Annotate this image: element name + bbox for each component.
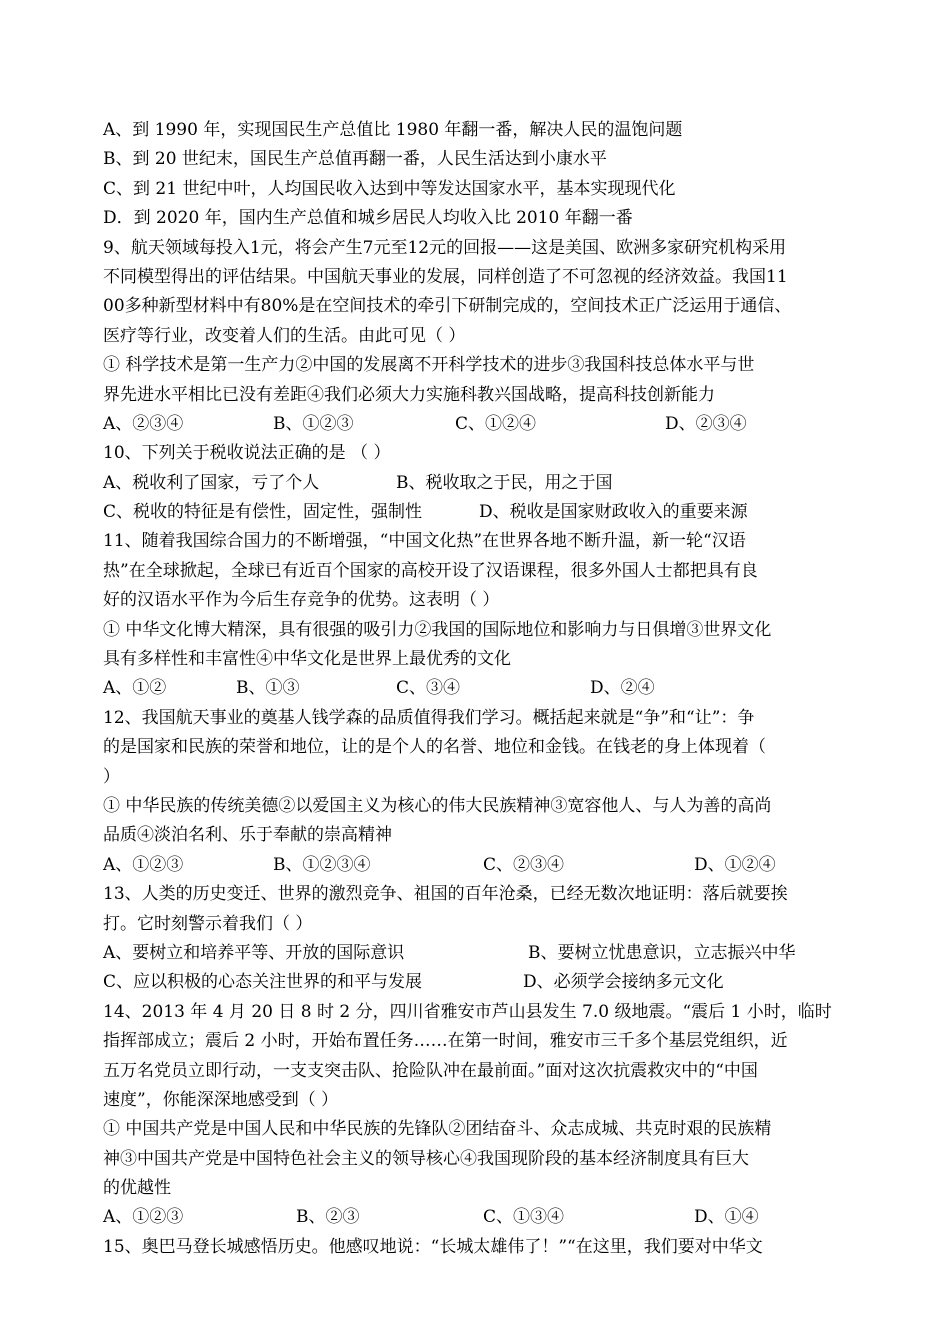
question-stem-line: 不同模型得出的评估结果。中国航天事业的发展，同样创造了不可忽视的经济效益。我国11 (103, 266, 788, 287)
option-c: C、应以积极的心态关注世界的和平与发展 (103, 972, 423, 993)
answer-options (103, 498, 851, 527)
answer-options (103, 1203, 851, 1232)
option-b: B、①②③④ (273, 854, 371, 875)
question-stem-line: 医疗等行业，改变着人们的生活。由此可见（ ） (103, 325, 466, 346)
option-d: D、②④ (590, 678, 655, 699)
statement-line: 具有多样性和丰富性④中华文化是世界上最优秀的文化 (103, 649, 511, 670)
question-14 (103, 998, 851, 1233)
option-d: D．到 2020 年，国内生产总值和城乡居民人均收入比 2010 年翻一番 (103, 208, 633, 229)
question-stem-line: 13、人类的历史变迁、世界的激烈竞争、祖国的百年沧桑，已经无数次地证明：落后就要挨 (103, 884, 788, 905)
option-a: A、①②③ (103, 854, 184, 875)
option-a: A、要树立和培养平等、开放的国际意识 (103, 942, 405, 963)
answer-options (103, 939, 851, 968)
statement-line: ① 中华民族的传统美德②以爱国主义为核心的伟大民族精神③宽容他人、与人为善的高尚 (103, 795, 772, 816)
option-b: B、税收取之于民，用之于国 (396, 472, 613, 493)
option-a: A、②③④ (103, 413, 184, 434)
question-10 (103, 439, 851, 527)
answer-options (103, 851, 851, 880)
option-b: B、①②③ (273, 413, 354, 434)
question-stem-line: 11、随着我国综合国力的不断增强，“中国文化热”在世界各地不断升温，新一轮“汉语 (103, 531, 746, 552)
option-c: C、税收的特征是有偿性，固定性，强制性 (103, 502, 423, 523)
question-stem-line: 00多种新型材料中有80%是在空间技术的牵引下研制完成的，空间技术正广泛运用于通信、 (103, 296, 792, 317)
option-a: A、①②③ (103, 1207, 184, 1228)
question-stem-line: 热”在全球掀起，全球已有近百个国家的高校开设了汉语课程，很多外国人士都把具有良 (103, 560, 758, 581)
exam-page (103, 116, 851, 1262)
question-9 (103, 234, 851, 440)
answer-options (103, 469, 851, 498)
answer-options (103, 674, 851, 703)
option-a: A、到 1990 年，实现国民生产总值比 1980 年翻一番，解决人民的温饱问题 (103, 120, 683, 140)
question-stem-line: 的是国家和民族的荣誉和地位，让的是个人的名誉、地位和金钱。在钱老的身上体现着（ (103, 737, 766, 758)
question-stem-line: 9、航天领域每投入1元，将会产生7元至12元的回报——这是美国、欧洲多家研究机构采用 (103, 237, 787, 258)
question-12 (103, 704, 851, 880)
question-stem-line: 好的汉语水平作为今后生存竞争的优势。这表明（ ） (103, 590, 500, 611)
option-c: C、①②④ (455, 413, 537, 434)
option-d: D、①④ (694, 1207, 759, 1228)
statement-line: 神③中国共产党是中国特色社会主义的领导核心④我国现阶段的基本经济制度具有巨大 (103, 1148, 749, 1169)
statement-line: 界先进水平相比已没有差距④我们必须大力实施科教兴国战略，提高科技创新能力 (103, 384, 715, 405)
question-13 (103, 880, 851, 998)
question-8-options (103, 116, 851, 234)
question-11 (103, 527, 851, 703)
option-b: B、②③ (296, 1207, 360, 1228)
question-stem-line: 14、2013 年 4 月 20 日 8 时 2 分，四川省雅安市芦山县发生 7.0 级地震。“震后 1 小时，临时 (103, 1001, 832, 1022)
option-b: B、到 20 世纪末，国民生产总值再翻一番，人民生活达到小康水平 (103, 149, 607, 170)
statement-line: ① 中国共产党是中国人民和中华民族的先锋队②团结奋斗、众志成城、共克时艰的民族精 (103, 1119, 772, 1140)
question-stem-line: 打。它时刻警示着我们（ ） (103, 913, 313, 934)
statement-line: 品质④淡泊名利、乐于奉献的崇高精神 (103, 825, 392, 846)
option-a: A、①② (103, 678, 167, 699)
answer-options (103, 410, 851, 439)
option-b: B、要树立忧患意识，立志振兴中华 (528, 942, 796, 963)
option-b: B、①③ (236, 678, 300, 699)
question-15 (103, 1233, 851, 1262)
statement-line: ① 科学技术是第一生产力②中国的发展离不开科学技术的进步③我国科技总体水平与世 (103, 355, 755, 376)
question-stem-line: 10、下列关于税收说法正确的是 （ ） (103, 443, 391, 464)
question-stem-line: 速度”，你能深深地感受到（ ） (103, 1089, 339, 1110)
option-c: C、①③④ (483, 1207, 565, 1228)
answer-options (103, 968, 851, 997)
question-stem-line: 15、奥巴马登长城感悟历史。他感叹地说：“长城太雄伟了！”“在这里，我们要对中华文 (103, 1236, 763, 1257)
option-d: D、②③④ (665, 413, 747, 434)
question-stem-line: 12、我国航天事业的奠基人钱学森的品质值得我们学习。概括起来就是“争”和“让”：争 (103, 707, 755, 728)
option-a: A、税收利了国家，亏了个人 (103, 472, 320, 493)
question-stem-line: 五万名党员立即行动，一支支突击队、抢险队冲在最前面。”面对这次抗震救灾中的“中国 (103, 1060, 758, 1081)
option-c: C、③④ (396, 678, 461, 699)
statement-line: 的优越性 (103, 1178, 171, 1199)
option-c: C、到 21 世纪中叶，人均国民收入达到中等发达国家水平，基本实现现代化 (103, 178, 676, 199)
option-c: C、②③④ (483, 854, 565, 875)
question-stem-line: ） (103, 766, 120, 787)
statement-line: ① 中华文化博大精深，具有很强的吸引力②我国的国际地位和影响力与日俱增③世界文化 (103, 619, 772, 640)
option-d: D、①②④ (694, 854, 776, 875)
question-stem-line: 指挥部成立；震后 2 小时，开始布置任务……在第一时间，雅安市三千多个基层党组织，近 (103, 1031, 788, 1052)
option-d: D、必须学会接纳多元文化 (523, 972, 724, 993)
option-d: D、税收是国家财政收入的重要来源 (479, 502, 748, 523)
